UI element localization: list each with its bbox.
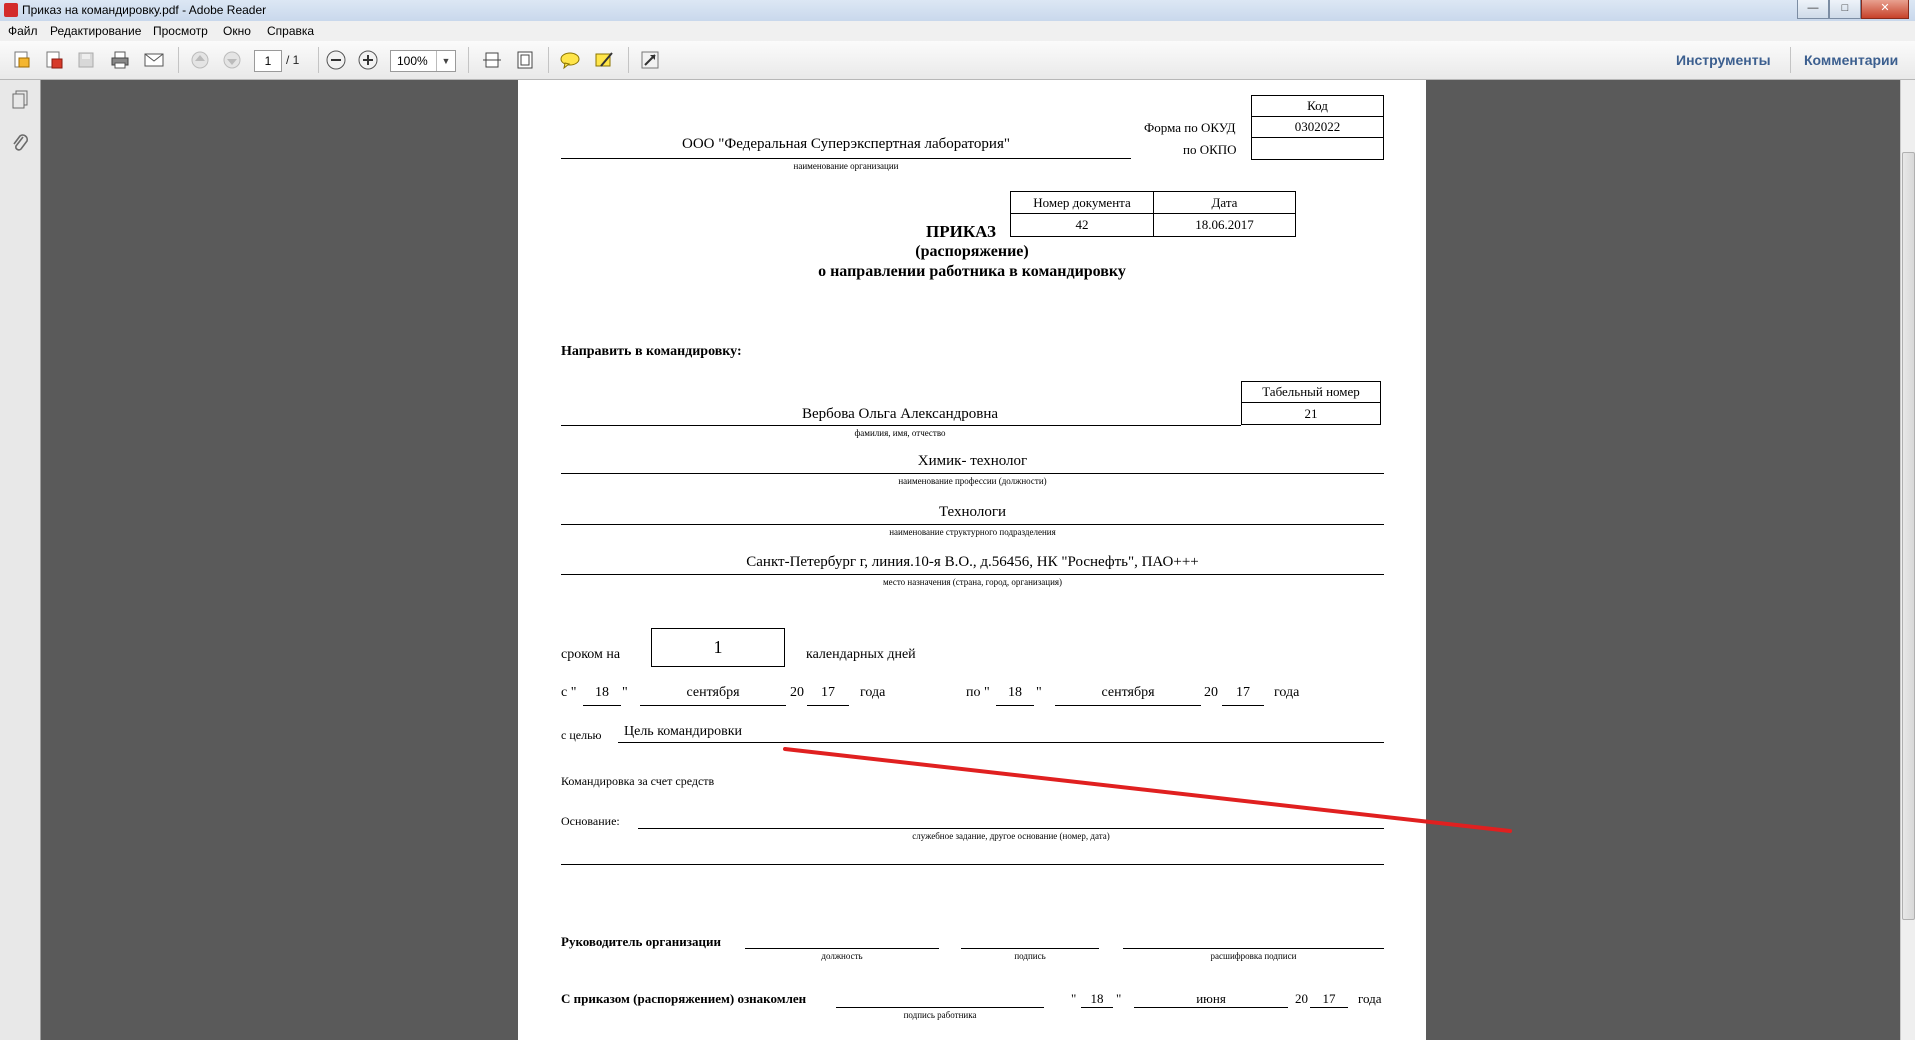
attachment-paperclip-icon[interactable] bbox=[10, 132, 30, 154]
document-page bbox=[518, 80, 1426, 1040]
navigation-panel bbox=[0, 80, 41, 1040]
zoom-select[interactable] bbox=[390, 50, 456, 72]
ack-day-close-quote: " bbox=[1116, 991, 1122, 1006]
page-total: / 1 bbox=[286, 53, 300, 67]
head-caption-decode: расшифровка подписи bbox=[1210, 951, 1297, 961]
to-year: 17 bbox=[1236, 685, 1250, 700]
date-header: Дата bbox=[1153, 191, 1296, 214]
from-year-word: года bbox=[860, 685, 886, 700]
ack-month: июня bbox=[1196, 991, 1226, 1006]
to-day-quote: " bbox=[1036, 685, 1042, 700]
order-heading: о направлении работника в командировку bbox=[818, 263, 1126, 280]
create-pdf-icon[interactable] bbox=[10, 49, 34, 71]
fit-width-icon[interactable] bbox=[480, 49, 504, 71]
okud-label: Форма по ОКУД bbox=[1144, 120, 1236, 135]
order-title: ПРИКАЗ bbox=[926, 222, 996, 241]
term-value: 1 bbox=[651, 628, 785, 667]
basis-caption: служебное задание, другое основание (номер, дата) bbox=[912, 831, 1110, 841]
menu-edit[interactable]: Редактирование bbox=[50, 24, 142, 38]
head-caption-position: должность bbox=[821, 951, 863, 961]
position-caption: наименование профессии (должности) bbox=[898, 476, 1047, 486]
fit-page-icon[interactable] bbox=[513, 49, 537, 71]
ack-day-open-quote: " bbox=[1071, 991, 1077, 1006]
date-value: 18.06.2017 bbox=[1153, 213, 1296, 237]
term-label: сроком на bbox=[561, 647, 621, 662]
menu-help[interactable]: Справка bbox=[267, 24, 315, 38]
from-month: сентября bbox=[686, 685, 740, 700]
docnum-value: 42 bbox=[1010, 213, 1154, 237]
comment-note-icon[interactable] bbox=[558, 49, 582, 71]
ack-year: 17 bbox=[1322, 991, 1336, 1006]
save-icon[interactable] bbox=[74, 49, 98, 71]
okpo-label: по ОКПО bbox=[1183, 142, 1237, 157]
department-caption: наименование структурного подразделения bbox=[889, 527, 1056, 537]
tools-link[interactable]: Инструменты bbox=[1676, 52, 1771, 68]
print-icon[interactable] bbox=[108, 49, 132, 71]
title-bar bbox=[0, 0, 1915, 22]
head-label: Руководитель организации bbox=[561, 934, 721, 949]
to-month: сентября bbox=[1101, 685, 1155, 700]
menu-window[interactable]: Окно bbox=[223, 24, 251, 38]
code-header: Код bbox=[1251, 95, 1384, 117]
from-day-quote: " bbox=[622, 685, 628, 700]
from-year: 17 bbox=[821, 685, 835, 700]
comments-link[interactable]: Комментарии bbox=[1804, 52, 1899, 68]
basis-label: Основание: bbox=[561, 814, 620, 828]
ack-label: С приказом (распоряжением) ознакомлен bbox=[561, 991, 807, 1006]
scrollbar-thumb[interactable] bbox=[1902, 152, 1915, 920]
employee-name: Вербова Ольга Александровна bbox=[801, 406, 999, 422]
pages-thumbnail-icon[interactable] bbox=[10, 90, 30, 112]
zoom-value: 100% bbox=[397, 54, 428, 68]
organization-name: ООО "Федеральная Суперэкспертная лаборатория" bbox=[682, 136, 1010, 152]
from-century: 20 bbox=[790, 685, 804, 700]
position-value: Химик- технолог bbox=[917, 453, 1028, 469]
minimize-button[interactable]: — bbox=[1797, 0, 1829, 19]
prev-page-icon[interactable] bbox=[188, 49, 212, 71]
department-value: Технологи bbox=[938, 504, 1007, 520]
chevron-down-icon[interactable]: ▼ bbox=[436, 51, 455, 71]
ack-year-word: года bbox=[1358, 991, 1382, 1006]
purpose-label: с целью bbox=[561, 728, 602, 742]
to-day: 18 bbox=[1008, 685, 1022, 700]
destination-caption: место назначения (страна, город, организация) bbox=[882, 577, 1063, 587]
close-button[interactable]: ✕ bbox=[1861, 0, 1909, 19]
head-caption-signature: подпись bbox=[1014, 951, 1046, 961]
adobe-reader-icon bbox=[4, 3, 18, 17]
purpose-value: Цель командировки bbox=[624, 724, 743, 739]
order-subtitle: (распоряжение) bbox=[915, 243, 1029, 260]
from-prefix: с " bbox=[561, 685, 577, 700]
next-page-icon[interactable] bbox=[220, 49, 244, 71]
employee-caption: фамилия, имя, отчество bbox=[854, 428, 946, 438]
expand-icon[interactable] bbox=[638, 49, 662, 71]
window-title: Приказ на командировку.pdf - Adobe Reader bbox=[22, 3, 267, 17]
to-year-word: года bbox=[1274, 685, 1300, 700]
docnum-header: Номер документа bbox=[1010, 191, 1154, 214]
ack-day: 18 bbox=[1090, 991, 1104, 1006]
vertical-scrollbar[interactable] bbox=[1900, 80, 1915, 1040]
page-number-input[interactable]: 1 bbox=[254, 50, 282, 72]
ack-century: 20 bbox=[1295, 991, 1308, 1006]
destination-value: Санкт-Петербург г, линия.10-я В.О., д.56456, НК "Роснефть", ПАО+++ bbox=[746, 554, 1199, 570]
tabnum-header: Табельный номер bbox=[1241, 381, 1381, 403]
send-label: Направить в командировку: bbox=[561, 344, 742, 359]
funding-label: Командировка за счет средств bbox=[561, 774, 715, 788]
to-prefix: по " bbox=[966, 685, 990, 700]
highlight-icon[interactable] bbox=[592, 49, 616, 71]
convert-pdf-icon[interactable] bbox=[42, 49, 66, 71]
maximize-button[interactable]: □ bbox=[1829, 0, 1861, 19]
from-day: 18 bbox=[595, 685, 609, 700]
to-century: 20 bbox=[1204, 685, 1218, 700]
zoom-in-icon[interactable] bbox=[356, 49, 380, 71]
okpo-value bbox=[1251, 137, 1384, 160]
menu-file[interactable]: Файл bbox=[8, 24, 38, 38]
okud-value: 0302022 bbox=[1251, 116, 1384, 138]
menu-bar bbox=[0, 21, 1915, 42]
term-unit: календарных дней bbox=[806, 647, 916, 662]
ack-caption: подпись работника bbox=[903, 1010, 977, 1020]
window-controls bbox=[1797, 0, 1909, 19]
tabnum-value: 21 bbox=[1241, 402, 1381, 425]
organization-caption: наименование организации bbox=[793, 161, 899, 171]
menu-view[interactable]: Просмотр bbox=[153, 24, 208, 38]
zoom-out-icon[interactable] bbox=[324, 49, 348, 71]
email-icon[interactable] bbox=[142, 49, 166, 71]
